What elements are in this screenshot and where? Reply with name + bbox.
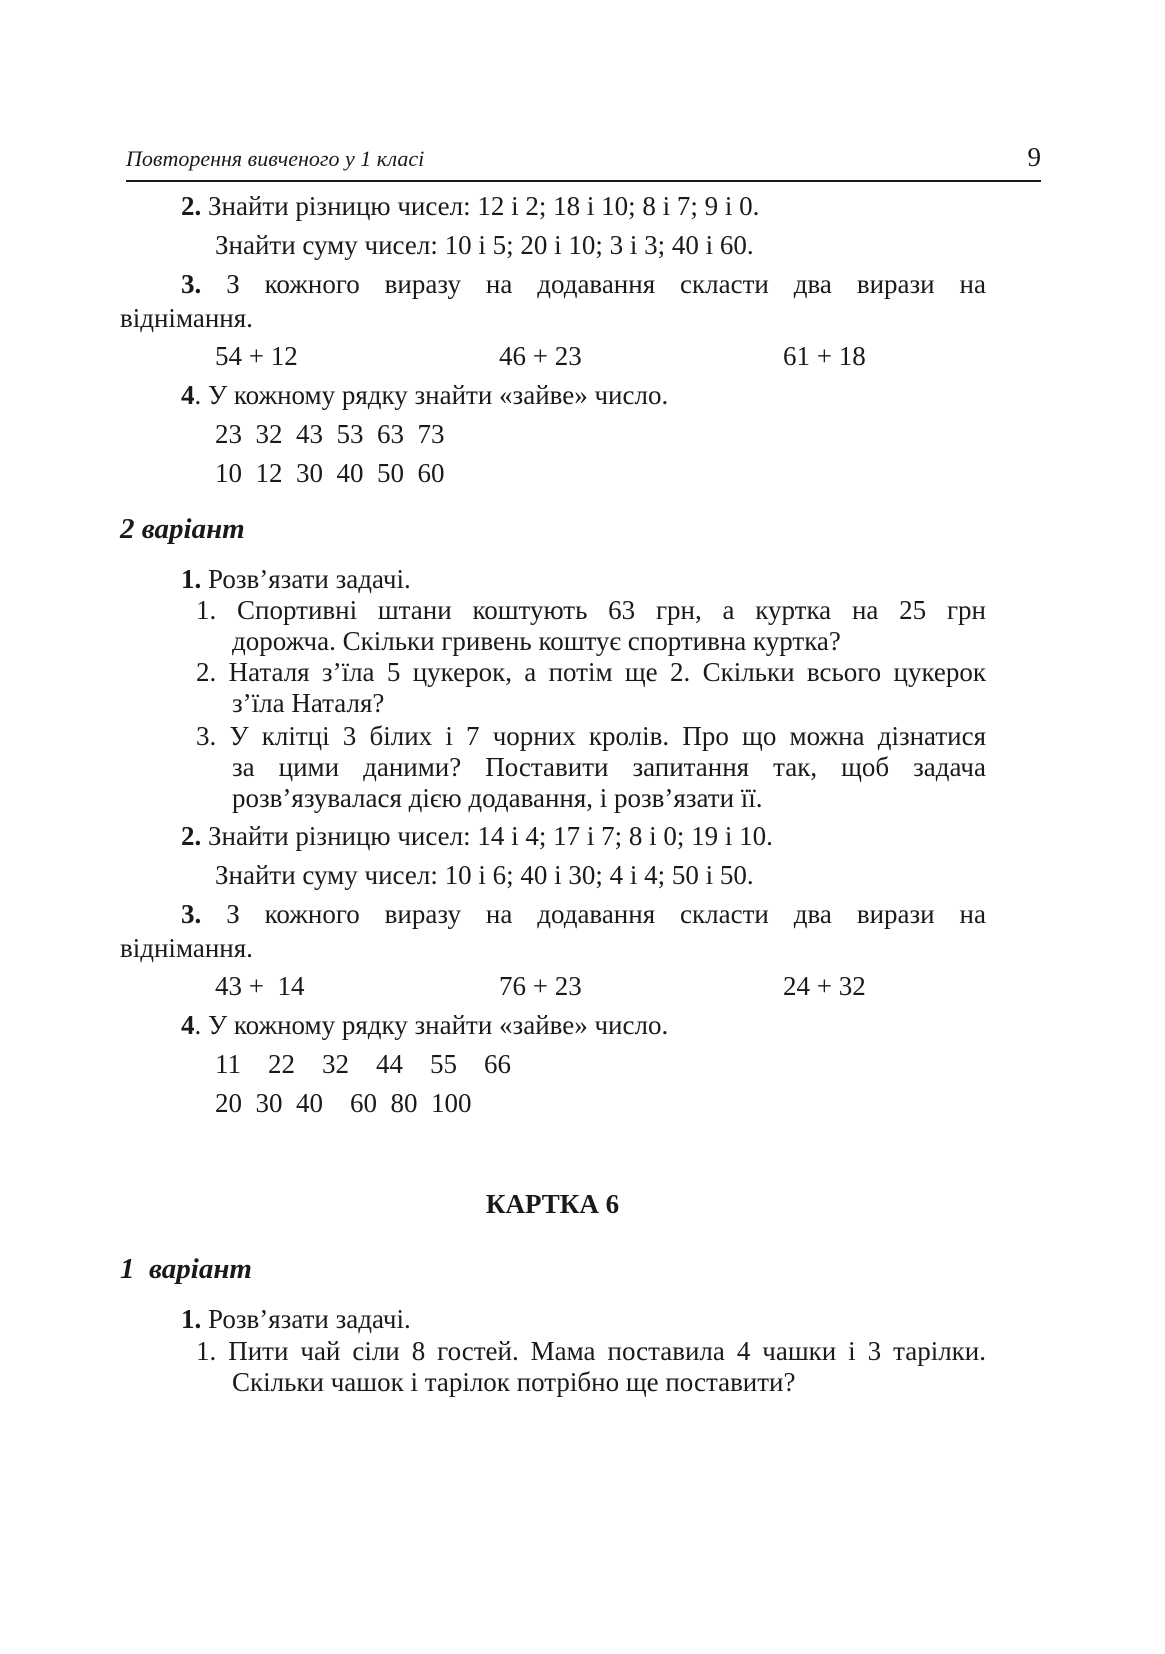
running-header <box>126 140 1041 182</box>
v2-problem-3c: розв’язувалася дією додавання, і розв’язати її. <box>232 783 763 813</box>
v2-number-row-1: 11 22 32 44 55 66 <box>215 1049 511 1079</box>
number-row-2: 10 12 30 40 50 60 <box>215 458 445 488</box>
task-text: Розв’язати задачі. <box>208 1304 411 1334</box>
task-4-line <box>181 379 668 411</box>
v2-task-4-line <box>181 1009 668 1041</box>
v2-task-3-continuation: віднімання. <box>120 933 253 963</box>
expression-2: 46 + 23 <box>499 341 582 371</box>
task-3-continuation: віднімання. <box>120 303 253 333</box>
v2-expression-1: 43 + 14 <box>215 971 305 1001</box>
expression-3: 61 + 18 <box>783 341 866 371</box>
task-number: 4 <box>181 380 195 410</box>
task-text: З кожного виразу на додавання скласти два вирази на <box>226 899 986 929</box>
card-6-title: КАРТКА 6 <box>485 1189 620 1219</box>
v2-problem-1b: дорожча. Скільки гривень коштує спортивна куртка? <box>232 626 841 656</box>
task-number: 1. <box>181 1304 202 1334</box>
card-6-variant-heading: 1 варіант <box>120 1253 252 1285</box>
number-row-1: 23 32 43 53 63 73 <box>215 419 445 449</box>
expression-1: 54 + 12 <box>215 341 298 371</box>
v2-expression-3: 24 + 32 <box>783 971 866 1001</box>
task-text: . У кожному рядку знайти «зайве» число. <box>194 1010 669 1040</box>
c6-problem-1a: 1. Пити чай сіли 8 гостей. Мама поставила 4 чашки і 3 тарілки. <box>196 1336 986 1366</box>
task-text: З кожного виразу на додавання скласти два вирази на <box>226 269 986 299</box>
page <box>126 140 1041 182</box>
task-number: 3. <box>181 269 202 299</box>
v2-task-2-sum: Знайти суму чисел: 10 і 6; 40 і 30; 4 і 4; 50 і 50. <box>215 860 754 890</box>
v2-task-3-line <box>181 898 986 930</box>
task-text: . У кожному рядку знайти «зайве» число. <box>194 380 669 410</box>
page-number: 9 <box>1027 142 1041 172</box>
task-number: 4 <box>181 1010 195 1040</box>
header-title: Повторення вивченого у 1 класі <box>126 146 425 171</box>
task-text: Розв’язати задачі. <box>208 564 411 594</box>
v2-number-row-2: 20 30 40 60 80 100 <box>215 1088 472 1118</box>
v2-task-2-line <box>181 820 773 852</box>
task-text: Знайти різницю чисел: 12 і 2; 18 і 10; 8 і 7; 9 і 0. <box>208 191 760 221</box>
v2-problem-3a: 3. У клітці 3 білих і 7 чорних кролів. Про що можна дізнатися <box>196 721 986 751</box>
v2-task-1-line <box>181 563 411 595</box>
v2-problem-2b: з’їла Наталя? <box>232 688 385 718</box>
variant-2-heading: 2 варіант <box>120 513 245 545</box>
v2-expression-2: 76 + 23 <box>499 971 582 1001</box>
v2-problem-1a: 1. Спортивні штани коштують 63 грн, а куртка на 25 грн <box>196 595 986 625</box>
task-3-line <box>181 268 986 300</box>
task-number: 1. <box>181 564 202 594</box>
task-2-line <box>181 190 759 222</box>
task-number: 2. <box>181 191 202 221</box>
v2-problem-2a: 2. Наталя з’їла 5 цукерок, а потім ще 2. Скільки всього цукерок <box>196 657 986 687</box>
task-number: 2. <box>181 821 202 851</box>
task-text: Знайти різницю чисел: 14 і 4; 17 і 7; 8 і 0; 19 і 10. <box>208 821 773 851</box>
c6-task-1-line <box>181 1303 411 1335</box>
task-number: 3. <box>181 899 202 929</box>
v2-problem-3b: за цими даними? Поставити запитання так, щоб задача <box>232 752 986 782</box>
c6-problem-1b: Скільки чашок і тарілок потрібно ще поставити? <box>232 1367 796 1397</box>
task-2-sum: Знайти суму чисел: 10 і 5; 20 і 10; 3 і 3; 40 і 60. <box>215 230 754 260</box>
